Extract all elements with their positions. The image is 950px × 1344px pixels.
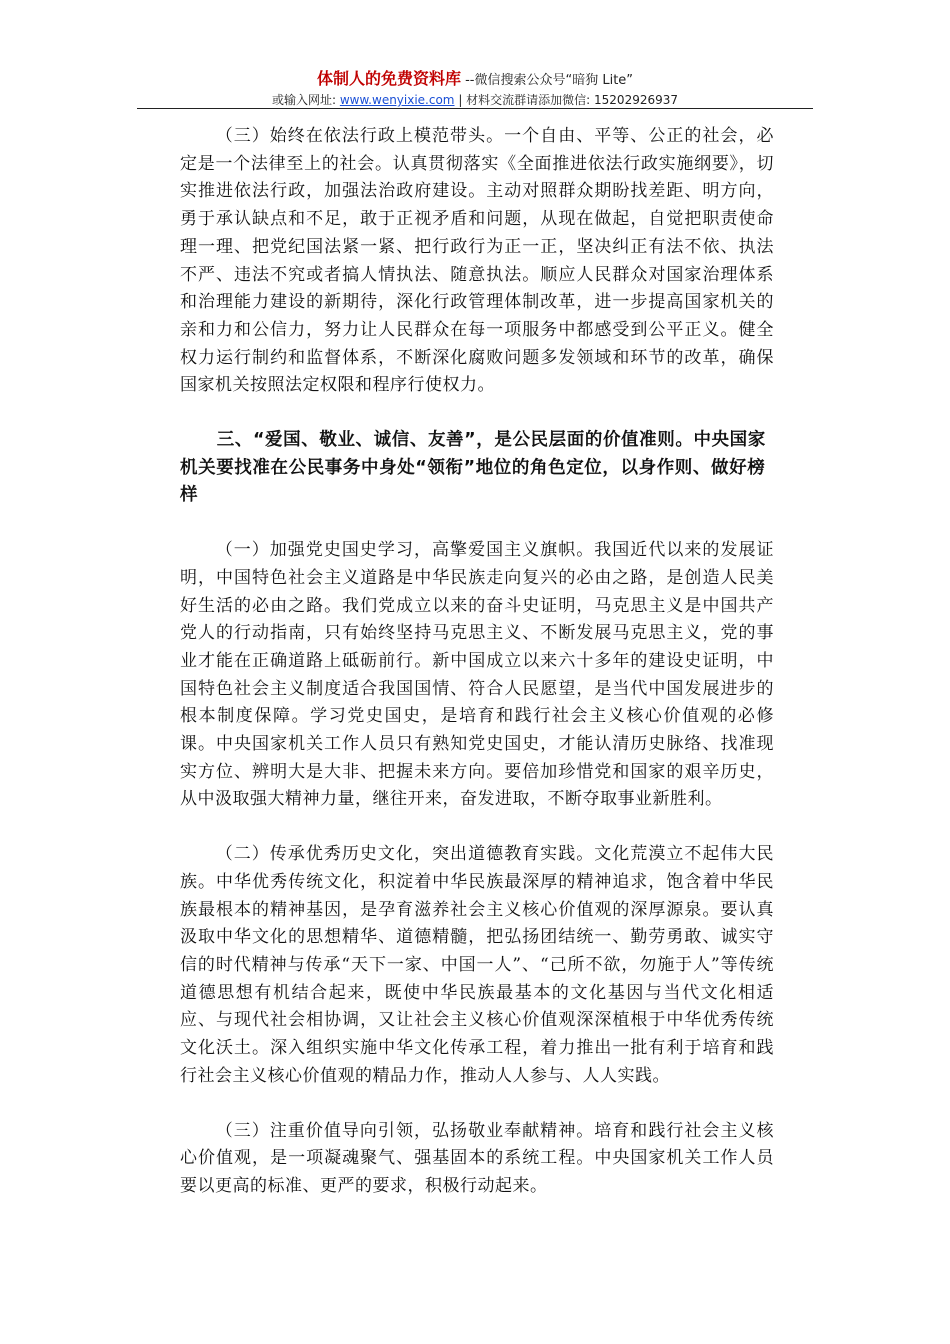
paragraph-rule-of-law: （三）始终在依法行政上模范带头。一个自由、平等、公正的社会，必定是一个法律至上的社会。认真贯彻落实《全面推进依法行政实施纲要》，切实推进依法行政，加强法治政府建设。主动对照群众期盼找差距、明方向，勇于承认缺点和不足，敢于正视矛盾和问题，从现在做起，自觉把职责使命理一理、把党纪国法紧一紧、把行政行为正一正，坚决纠正有法不依、执法不严、违法不究或者搞人情执法、随意执法。顺应人民群众对国家治理体系和治理能力建设的新期待，深化行政管理体制改革，进一步提高国家机关的亲和力和公信力，努力让人民群众在每一项服务中都感受到公平正义。健全权力运行制约和监督体系，不断深化腐败问题多发领域和环节的改革，确保国家机关按照法定权限和程序行使权力。 xyxy=(180,126,774,396)
document-body xyxy=(180,123,774,1201)
header-line-2 xyxy=(0,92,950,109)
header-divider xyxy=(137,108,813,109)
section-heading-three: 三、“爱国、敬业、诚信、友善”，是公民层面的价值准则。中央国家机关要找准在公民事务中身处“领衔”地位的角色定位，以身作则、做好榜样 xyxy=(180,430,766,506)
header-brand: 体制人的免费资料库 xyxy=(316,69,461,88)
paragraph-value-guidance: （三）注重价值导向引领，弘扬敬业奉献精神。培育和践行社会主义核心价值观，是一项凝魂聚气、强基固本的系统工程。中央国家机关工作人员要以更高的标准、更严的要求，积极行动起来。 xyxy=(180,1120,774,1196)
header-url-prefix: 或输入网址: xyxy=(271,93,340,107)
paragraph-traditional-culture: （二）传承优秀历史文化，突出道德教育实践。文化荒漠立不起伟大民族。中华优秀传统文化，积淀着中华民族最深厚的精神追求，饱含着中华民族最根本的精神基因，是孕育滋养社会主义核心价值观的深厚源泉。要认真汲取中华文化的思想精华、道德精髓，把弘扬团结统一、勤劳勇敢、诚实守信的时代精神与传承“天下一家、中国一人”、“己所不欲，勿施于人”等传统道德思想有机结合起来，既使中华民族最基本的文化基因与当代文化相适应、与现代社会相协调，又让社会主义核心价值观深深植根于中华优秀传统文化沃土。深入组织实施中华文化传承工程，着力推出一批有利于培育和践行社会主义核心价值观的精品力作，推动人人参与、人人实践。 xyxy=(180,844,774,1086)
header-line-1 xyxy=(0,70,950,90)
header-contact: | 材料交流群请添加微信: 15202926937 xyxy=(454,93,679,107)
paragraph-history-study: （一）加强党史国史学习，高擎爱国主义旗帜。我国近代以来的发展证明，中国特色社会主义道路是中华民族走向复兴的必由之路，是创造人民美好生活的必由之路。我们党成立以来的奋斗史证明，马克思主义是中国共产党人的行动指南，只有始终坚持马克思主义、不断发展马克思主义，党的事业才能在正确道路上砥砺前行。新中国成立以来六十多年的建设史证明，中国特色社会主义制度适合我国国情、符合人民愿望，是当代中国发展进步的根本制度保障。学习党史国史，是培育和践行社会主义核心价值观的必修课。中央国家机关工作人员只有熟知党史国史，才能认清历史脉络、找准现实方位、辨明大是大非、把握未来方向。要倍加珍惜党和国家的艰辛历史，从中汲取强大精神力量，继往开来，奋发进取，不断夺取事业新胜利。 xyxy=(180,540,774,810)
header-tagline: --微信搜索公众号“暗狗 Lite” xyxy=(460,73,634,88)
page-header xyxy=(0,70,950,109)
header-url-link[interactable]: www.wenyixie.com xyxy=(339,93,455,107)
